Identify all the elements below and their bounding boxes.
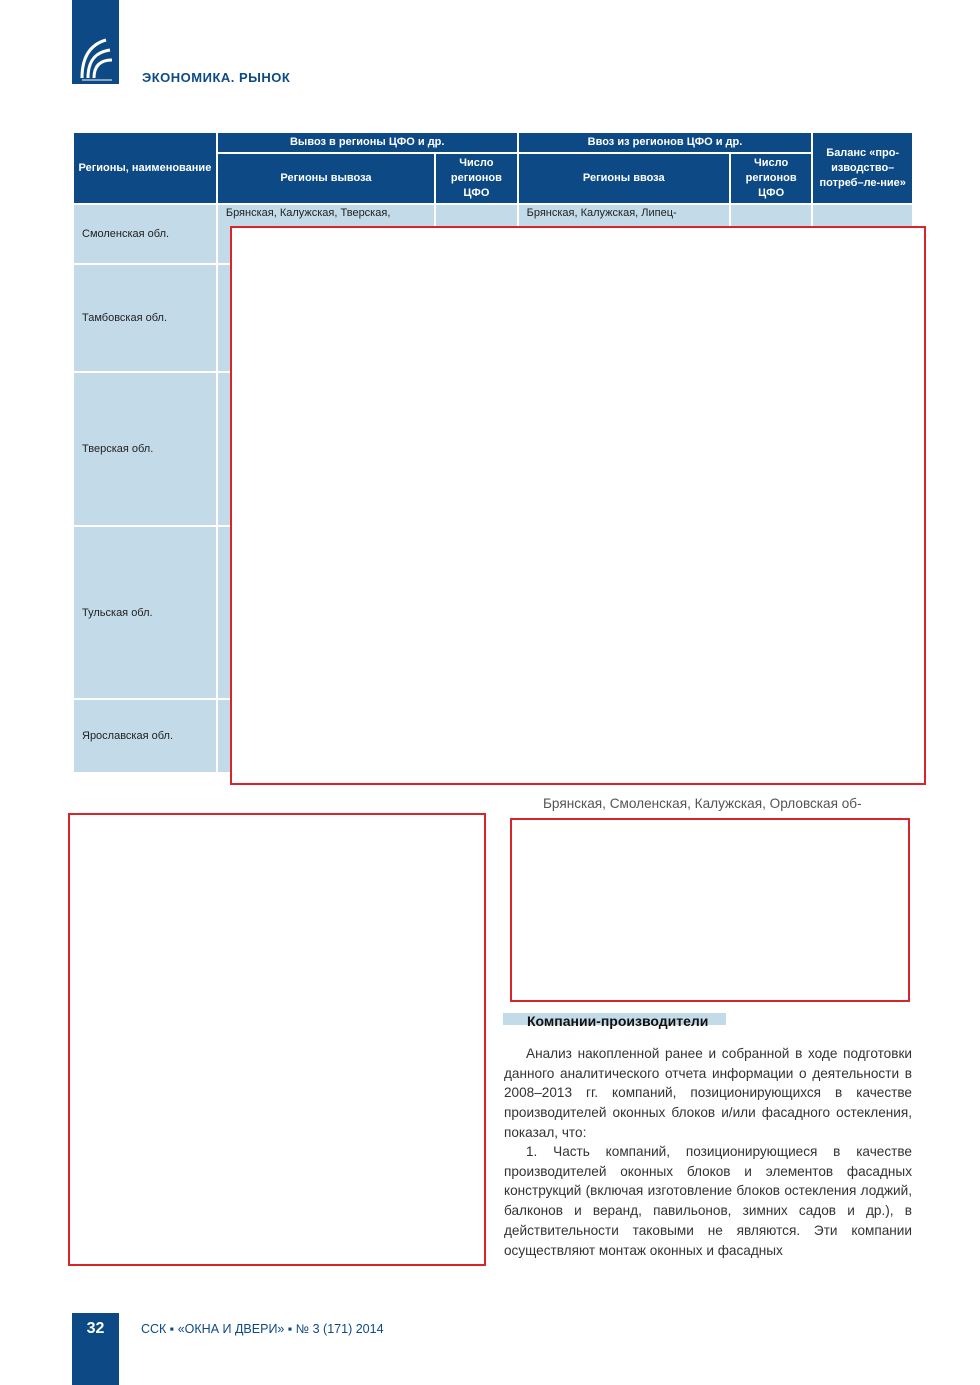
header-logo-block: [72, 0, 119, 84]
paragraph: Анализ накопленной ранее и собранной в ходе подготовки данного аналитического отчета информации о деятельности в 2008–2013 гг. компаний, позиционирующихся в качестве производителей оконных блоков и/или фасадного остекления, показал, что:: [504, 1046, 912, 1140]
region-name: Тверская обл.: [74, 373, 216, 525]
footer-text: ССК ▪ «ОКНА И ДВЕРИ» ▪ № 3 (171) 2014: [141, 1322, 384, 1336]
col-import-count: Число регионов ЦФО: [731, 154, 811, 203]
redacted-region: [230, 226, 926, 785]
paragraph: 1. Часть компаний, позиционирующиеся в качестве производителей оконных блоков и элементов фасадных конструкций (включая изготовление блоков остекления лоджий, балконов и веранд, павильонов, зимних садов и др.), в действительности таковыми не являются. Эти компании осуществляют монтаж оконных и фасадных: [504, 1144, 912, 1258]
region-name: Ярославская обл.: [74, 700, 216, 772]
page-number: 32: [86, 1320, 105, 1337]
logo-icon: [72, 0, 119, 84]
redacted-region: [68, 813, 486, 1266]
section-title: ЭКОНОМИКА. РЫНОК: [142, 70, 291, 85]
import-regions: Брянская, Калужская, Липец-: [519, 205, 729, 263]
col-balance: Баланс «про-изводство–потреб–ле-ние»: [813, 133, 912, 203]
export-regions: Брянская, Калужская, Тверская,: [218, 205, 434, 263]
col-import-group: Ввоз из регионов ЦФО и др.: [519, 133, 812, 152]
section-heading: Компании-производители: [527, 1013, 709, 1029]
col-export-group: Вывоз в регионы ЦФО и др.: [218, 133, 517, 152]
region-name: Тамбовская обл.: [74, 265, 216, 371]
col-import-regions: Регионы ввоза: [519, 154, 729, 203]
page-number-block: [72, 1313, 119, 1385]
col-export-count: Число регионов ЦФО: [436, 154, 516, 203]
region-name: Тульская обл.: [74, 527, 216, 698]
text-fragment: Брянская, Смоленская, Калужская, Орловская об-: [543, 796, 862, 811]
col-export-regions: Регионы вывоза: [218, 154, 434, 203]
region-name: Смоленская обл.: [74, 205, 216, 263]
redacted-region: [510, 818, 910, 1002]
col-region: Регионы, наименование: [74, 133, 216, 203]
